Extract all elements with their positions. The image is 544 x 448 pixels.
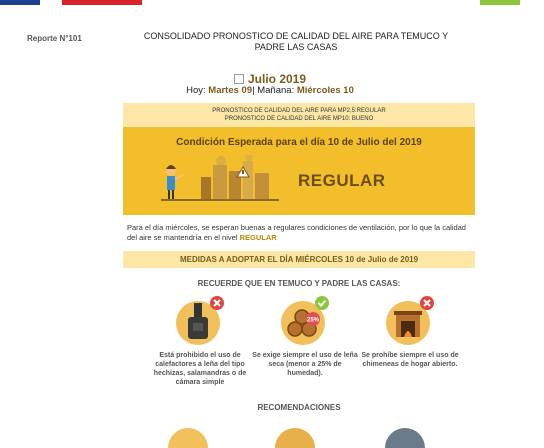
- condition-status: REGULAR: [298, 171, 386, 190]
- dry-wood-icon: [277, 295, 333, 347]
- title-line-2: PADRE LAS CASAS: [254, 42, 338, 52]
- flag-stripe-white: [40, 0, 62, 5]
- brand-stripe-green: [480, 0, 520, 5]
- flag-stripe-blue: [0, 0, 40, 5]
- report-number: Reporte N°101: [27, 34, 82, 43]
- remember-item-wood: [250, 295, 360, 378]
- top-brand-bar: [0, 0, 544, 8]
- remember-item-stove: [145, 295, 255, 387]
- description-level: REGULAR: [239, 233, 277, 242]
- tomorrow-label: | Mañana:: [252, 85, 295, 96]
- forecast-mp10: PRONOSTICO DE CALIDAD DEL AIRE MP10: BUENO: [224, 116, 374, 122]
- condition-description: [127, 223, 475, 243]
- date-heading: [150, 72, 390, 86]
- recommendations-heading: RECOMENDACIONES: [257, 403, 341, 412]
- recommendation-icon-2: [275, 428, 315, 448]
- flag-stripe-red: [62, 0, 142, 5]
- remember-item-fireplace: [355, 295, 465, 369]
- today-tomorrow-row: [150, 85, 390, 96]
- condition-box: [123, 127, 475, 215]
- today-value: Martes 09: [208, 85, 253, 96]
- stove-prohibited-icon: [172, 295, 228, 347]
- measures-heading: MEDIDAS A ADOPTAR EL DÍA MIÉRCOLES 10 de Julio de 2019: [123, 251, 475, 268]
- forecast-band: [123, 103, 475, 127]
- page-title: [126, 31, 466, 53]
- remember-item-fireplace-text: Se prohíbe siempre el uso de chimeneas de hogar abierto.: [361, 352, 459, 368]
- today-label: Hoy:: [186, 85, 206, 96]
- recommendation-icon-1: [168, 428, 208, 448]
- title-line-1: CONSOLIDADO PRONOSTICO DE CALIDAD DEL AIRE PARA TEMUCO Y: [143, 31, 449, 41]
- fireplace-prohibited-icon: [382, 295, 438, 347]
- tomorrow-value: Miércoles 10: [296, 85, 354, 96]
- remember-heading: RECUERDE QUE EN TEMUCO Y PADRE LAS CASAS:: [197, 279, 401, 288]
- city-illustration-icon: [161, 155, 279, 207]
- forecast-mp25: PRONOSTICO DE CALIDAD DEL AIRE PARA MP2,5:REGULAR: [212, 108, 386, 114]
- description-text: Para el día miércoles, se esperan buenas a regulares condiciones de ventilación, por lo que la calidad del aire se mantendría en el nivel: [127, 223, 466, 242]
- condition-title: Condición Esperada para el día 10 de Julio del 2019: [176, 137, 422, 148]
- wood-moisture-badge: 25%: [306, 317, 320, 324]
- remember-item-wood-text: Se exige siempre el uso de leña seca (menor a 25% de humedad).: [252, 352, 358, 377]
- calendar-icon: [234, 74, 244, 84]
- date-label: Julio 2019: [247, 72, 307, 86]
- recommendation-icon-3: [385, 428, 425, 448]
- remember-item-stove-text: Está prohibido el uso de calefactores a leña del tipo hechizas, salamandras o de cámara simple: [153, 352, 247, 386]
